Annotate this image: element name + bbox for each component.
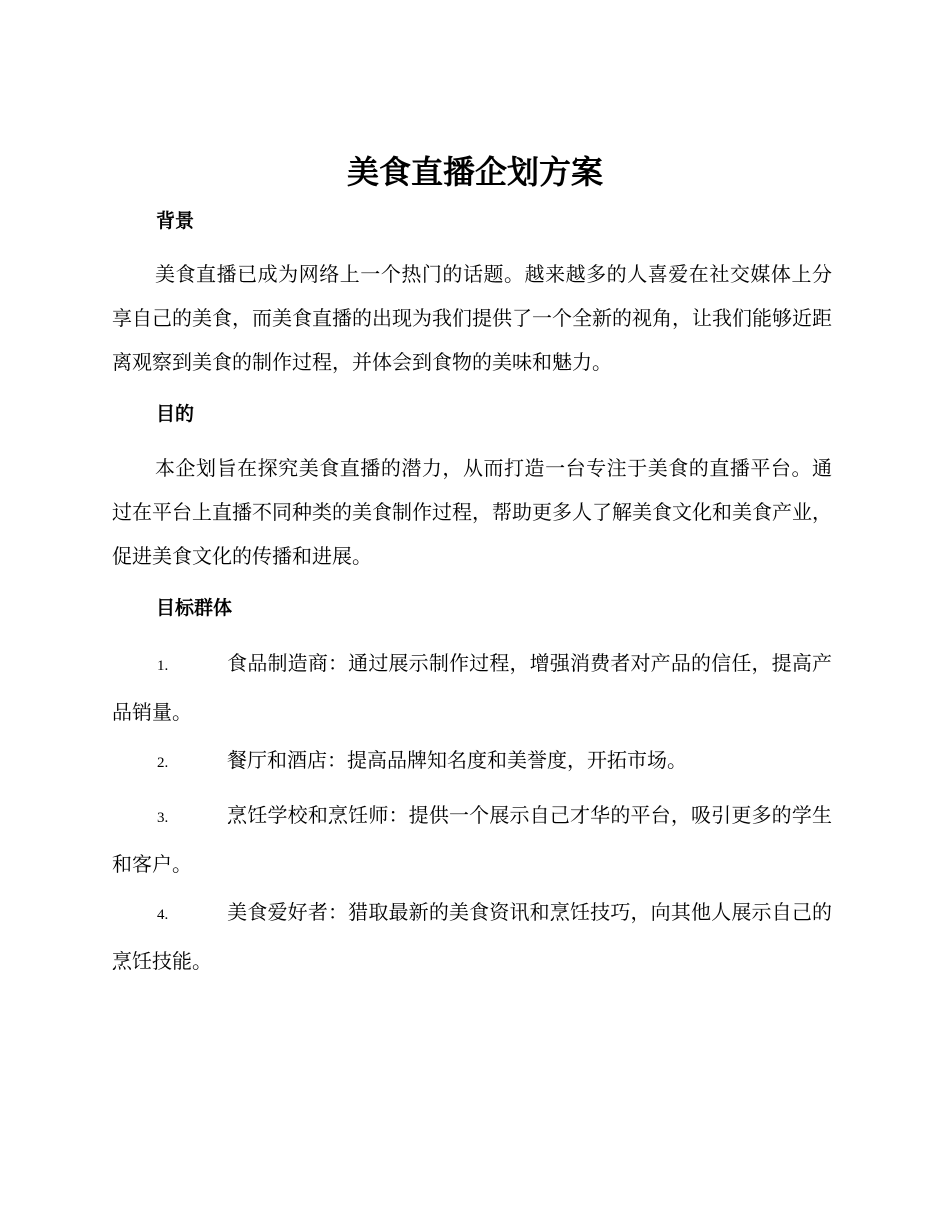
section-paragraph-background: 美食直播已成为网络上一个热门的话题。越来越多的人喜爱在社交媒体上分享自己的美食，而美食直播的出现为我们提供了一个全新的视角，让我们能够近距离观察到美食的制作过程，并体会到食物的美味和魅力。 [112, 262, 832, 374]
list-item [112, 737, 832, 786]
list-item-text: 美食爱好者：猎取最新的美食资讯和烹饪技巧，向其他人展示自己的烹饪技能。 [112, 900, 832, 973]
section-heading-target-groups: 目标群体 [156, 597, 233, 619]
list-item-number: 4. [157, 907, 169, 923]
document-title: 美食直播企划方案 [346, 153, 603, 191]
list-item-number: 1. [157, 658, 169, 674]
list-item [112, 889, 832, 984]
list-item-text: 食品制造商：通过展示制作过程，增强消费者对产品的信任，提高产品销量。 [112, 651, 832, 724]
list-item-text: 烹饪学校和烹饪师：提供一个展示自己才华的平台，吸引更多的学生和客户。 [112, 803, 832, 876]
section-paragraph-purpose: 本企划旨在探究美食直播的潜力，从而打造一台专注于美食的直播平台。通过在平台上直播不同种类的美食制作过程，帮助更多人了解美食文化和美食产业，促进美食文化的传播和进展。 [112, 456, 832, 568]
list-item [112, 792, 832, 887]
list-item-number: 3. [157, 810, 169, 826]
section-heading-purpose: 目的 [156, 403, 195, 425]
list-item-text: 餐厅和酒店：提高品牌知名度和美誉度，开拓市场。 [227, 748, 687, 772]
list-item-number: 2. [157, 755, 169, 771]
list-item [112, 640, 832, 735]
section-heading-background: 背景 [156, 210, 195, 232]
